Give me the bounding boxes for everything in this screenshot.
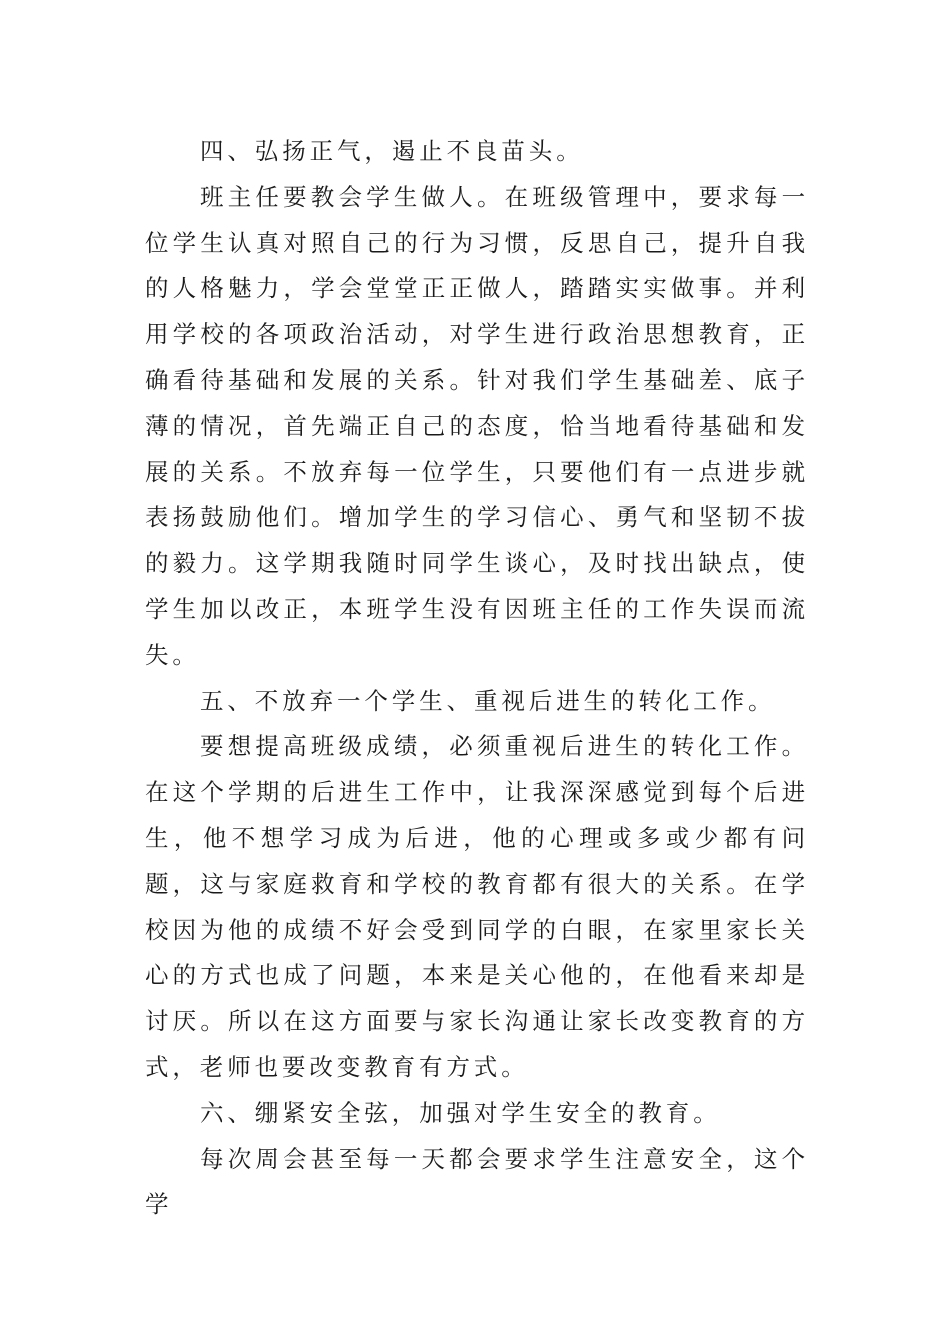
section-heading-6: 六、绷紧安全弦，加强对学生安全的教育。 (200, 1098, 721, 1127)
body-paragraph: 要想提高班级成绩，必须重视后进生的转化工作。在这个学期的后进生工作中，让我深深感觉到每个后进生，他不想学习成为后进，他的心理或多或少都有问题，这与家庭救育和学校的教育都有很大的关系。在学校因为他的成绩不好会受到同学的白眼，在家里家长关心的方式也成了问题，本来是关心他的，在他看来却是讨厌。所以在这方面要与家长沟通让家长改变教育的方式，老师也要改变教育有方式。 (145, 732, 809, 1081)
document-body (145, 129, 809, 1228)
body-paragraph: 班主任要教会学生做人。在班级管理中，要求每一位学生认真对照自己的行为习惯，反思自己，提升自我的人格魅力，学会堂堂正正做人，踏踏实实做事。并利用学校的各项政治活动，对学生进行政治思想教育，正确看待基础和发展的关系。针对我们学生基础差、底子薄的情况，首先端正自己的态度，恰当地看待基础和发展的关系。不放弃每一位学生，只要他们有一点进步就表扬鼓励他们。增加学生的学习信心、勇气和坚韧不拔的毅力。这学期我随时同学生谈心，及时找出缺点，使学生加以改正，本班学生没有因班主任的工作失误而流失。 (145, 182, 809, 669)
section-heading-5: 五、不放弃一个学生、重视后进生的转化工作。 (200, 686, 776, 715)
section-heading-4: 四、弘扬正气，遏止不良苗头。 (200, 137, 584, 165)
body-paragraph: 每次周会甚至每一天都会要求学生注意安全，这个学 (145, 1144, 809, 1219)
